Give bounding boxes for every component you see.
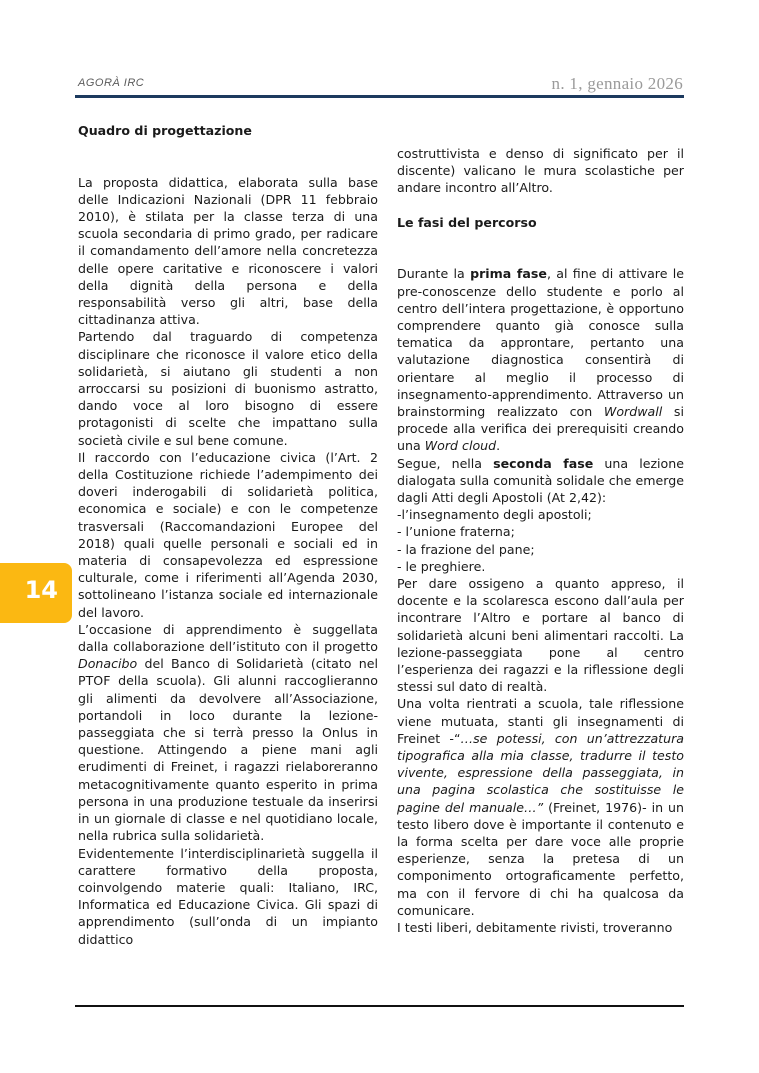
- paragraph: [78, 621, 378, 845]
- footer-divider: [75, 1005, 684, 1007]
- paragraph: costruttivista e denso di significato per il discente) valicano le mura scolastiche per andare incontro all’Altro.: [397, 146, 684, 196]
- text: Durante la: [397, 266, 471, 282]
- issue-info: n. 1, gennaio 2026: [551, 74, 683, 93]
- text: L’occasione di apprendimento è suggellata dalla collaborazione dell’istituto con il progetto: [78, 621, 378, 655]
- text: , al fine di attivare le pre-conoscenze dello studente e porlo al centro dell’intera progettazione, è opportuno comprendere quanto già conosce sulla tematica da approntare, pertanto una valutazione diagnostica consentirà di orientare al meglio il processo di insegnamento-apprendimento. Attraverso un brainstorming realizzato con: [397, 266, 685, 419]
- paragraph-phase-2: [397, 455, 684, 507]
- publication-name: AGORÀ IRC: [78, 77, 145, 89]
- italic-text: Wordwall: [603, 404, 663, 419]
- paragraph-phase-1: [397, 265, 684, 454]
- bold-text: prima fase: [470, 266, 547, 282]
- right-column: [397, 145, 684, 936]
- paragraph: I testi liberi, debitamente rivisti, troveranno: [397, 920, 673, 936]
- freinet-quote: …se potessi, con un’attrezzatura tipografica alla mia classe, tradurre il testo vivente, espressione della passeggiata, in una pagina scolastica che sostituisse le pagine del manuale…”: [397, 730, 684, 815]
- paragraph: [397, 695, 684, 919]
- project-name: Donacibo: [78, 656, 138, 672]
- bold-text: seconda fase: [493, 455, 594, 471]
- paragraph: Il raccordo con l’educazione civica (l’Art. 2 della Costituzione richiede l’adempimento dei doveri inderogabili di solidarietà politica, economica e sociale) e con le competenze trasversali (Raccomandazioni Europee del 2018) quali quelle personali e sociali ed in materia di consapevolezza ed espressione culturale, come i riferimenti all’Agenda 2030, sottolineano l’istanza sociale ed internazionale del lavoro.: [78, 449, 378, 620]
- text: una lezione dialogata sulla comunità solidale che emerge dagli Atti degli Apostoli (At 2,42):: [397, 455, 684, 506]
- paragraph: Per dare ossigeno a quanto appreso, il docente e la scolaresca escono dall’aula per incontrare l’Altro e portare al banco di solidarietà alcuni beni alimentari raccolti. La lezione-passeggiata pone al centro l’esperienza dei ragazzi e la riflessione degli stessi sul dato di realtà.: [397, 576, 684, 695]
- text: si procede alla verifica dei prerequisiti creando una: [397, 404, 684, 454]
- page-number-badge: [0, 563, 72, 623]
- paragraph: Evidentemente l’interdisciplinarietà suggella il carattere formativo della proposta, coinvolgendo materie quali: Italiano, IRC, Informatica ed Educazione Civica. Gli spazi di apprendimento (sull’onda di un impianto didattico: [78, 845, 378, 947]
- section-heading-quadro: Quadro di progettazione: [78, 123, 252, 138]
- header-divider: [75, 95, 684, 98]
- text: Segue, nella: [397, 455, 494, 471]
- text: Una volta rientrati a scuola, tale riflessione viene mutuata, stanti gli insegnamenti di Freinet -“: [397, 696, 684, 746]
- italic-text: Word cloud: [424, 438, 497, 454]
- list-item: - le preghiere.: [397, 558, 486, 574]
- left-column: [78, 122, 378, 948]
- text: .: [496, 438, 501, 454]
- page-number: 14: [24, 576, 58, 604]
- paragraph: Partendo dal traguardo di competenza disciplinare che riconosce il valore etico della solidarietà, si aiutano gli studenti a non arroccarsi su posizioni di buonismo astratto, dando voce al loro bisogno di essere protagonisti di scelte che impattano sulla società civile e sul bene comune.: [78, 329, 378, 448]
- list-item: - la frazione del pane;: [397, 541, 535, 557]
- text: (Freinet, 1976)- in un testo libero dove è importante il contenuto e la forma scelta per dare voce alle proprie esperienze, senza la pretesa di un componimento ortograficamente perfetto, ma con il fervore di chi ha qualcosa da comunicare.: [397, 799, 684, 918]
- section-heading-fasi: Le fasi del percorso: [397, 214, 537, 230]
- text: del Banco di Solidarietà (citato nel PTOF della scuola). Gli alunni raccoglieranno gli alimenti da devolvere all’Associazione, portandoli in loco durante la lezione-passeggiata che si terrà presso la Onlus in questione. Attingendo a piene mani agli erudimenti di Freinet, i ragazzi rielaboreranno metacognitivamente quanto esperito in prima persona in una produzione testuale da inserirsi in un giornale di classe e nel quotidiano locale, nella rubrica sulla solidarietà.: [78, 656, 378, 844]
- list-item: -l’insegnamento degli apostoli;: [397, 507, 592, 523]
- paragraph: La proposta didattica, elaborata sulla base delle Indicazioni Nazionali (DPR 11 febbraio 2010), è stilata per la classe terza di una scuola secondaria di primo grado, per radicare il comandamento dell’amore nella concretezza delle opere caritative e riconoscere i valori della dignità della persona e della responsabilità verso gli altri, base della cittadinanza attiva.: [78, 174, 378, 328]
- list-item: - l’unione fraterna;: [397, 524, 515, 540]
